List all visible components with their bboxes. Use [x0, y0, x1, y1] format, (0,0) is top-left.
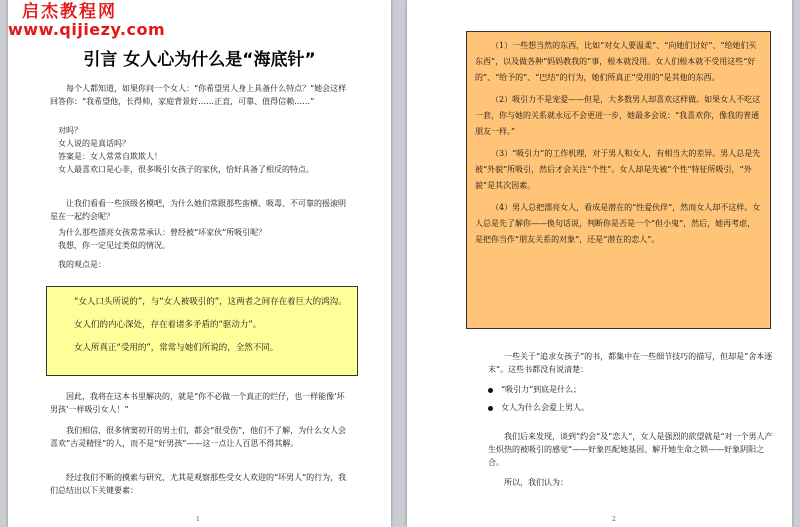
summary-box [466, 31, 771, 329]
paragraph: 对吗？ [58, 126, 82, 135]
paragraph: 每个人都知道，如果你问一个女人：“你希望男人身上具备什么特点？”她会这样回答你：“我希望他，长得帅，家庭背景好……正直，可靠、值得信赖……” [50, 84, 347, 106]
page-title: 引言 女人心为什么是“海底针” [83, 50, 316, 70]
watermark-url: www.qijiezy.com [8, 19, 166, 39]
page-number: 1 [196, 516, 200, 523]
paragraph: 我的观点是： [58, 260, 106, 269]
paragraph: 经过我们不断的摸索与研究，尤其是观察那些受女人欢迎的“坏男人”的行为，我们总结出以下关键要素： [50, 473, 347, 495]
key-points-box [46, 286, 358, 376]
bullet-item [488, 402, 589, 413]
bullet-text: “吸引力”到底是什么； [501, 385, 582, 394]
box-text: （3）“吸引力”的工作机理，对于男人和女人，有相当大的差异。男人总是先被“外貌”所吸引，然后才会关注“个性”。女人却是先被“个性”特征所吸引，“外貌”是其次因素。 [475, 149, 761, 190]
site-watermark [8, 4, 165, 39]
paragraph: 女人最喜欢口是心非，很多吸引女孩子的家伙，恰好具备了相反的特点。 [58, 165, 314, 174]
paragraph: 答案是：女人常常自欺欺人！ [58, 152, 162, 161]
paragraph: 我们相信，很多情窦初开的男士们，都会“很受伤”，他们不了解，为什么女人会喜欢“古灵精怪”的人，而不是“好男孩”——这一点让人百思不得其解。 [50, 426, 347, 448]
paragraph: 让我们看看一些顶级名模吧，为什么她们常跟那些蛮横、吸毒、不可靠的摇滚明星在一起约会呢？ [50, 199, 346, 221]
paragraph: 我们后来发现，谈到“约会”及“恋人”，女人是强烈的欲望就是“对一个男人产生炽热的被吸引的感觉”——好象匹配她基因、解开她生命之锁——好象阴阳之合。 [488, 432, 773, 467]
paragraph: 为什么那些漂亮女孩常常承认：曾经被“坏家伙”所吸引呢？ [58, 228, 267, 237]
box-text: （4）男人总把漂亮女人，看成是潜在的“性爱伙伴”，然而女人却不这样。女人总是先了解你——换句话说，判断你是否是一个“但小鬼”，然后，她再考虑，是把你当作“朋友关系的对象”，还是“潜在的恋人”。 [475, 203, 761, 244]
box-text: 女人们的内心深处，存在着诸多矛盾的“驱动力”。 [74, 320, 262, 330]
bullet-text: 女人为什么会爱上男人。 [501, 403, 589, 412]
box-text: （1）一些想当然的东西，比如“对女人要温柔”、“向她们讨好”、“给她们买东西”，以及做各种“妈妈教我的”事，根本就没用。女人们根本就不受用这些“好的”、“给予的”、“巴结”的行为，她们所真正“受用的”是其他的东西。 [475, 41, 757, 82]
bullet-icon [488, 406, 493, 411]
bullet-icon [488, 388, 493, 393]
paragraph: 女人说的是真话吗？ [58, 139, 130, 148]
box-text: 女人所真正“受用的”，常常与她们所说的，全然不同。 [74, 343, 279, 353]
paragraph: 因此，我将在这本书里解决的，就是“你不必做一个真正的烂仔，也一样能像‘坏男孩’一样吸引女人！” [50, 392, 345, 414]
watermark-title: 启杰教程网 [22, 2, 117, 22]
paragraph: 所以，我们认为： [504, 478, 568, 487]
bullet-item [488, 384, 581, 395]
paragraph: 一些关于“追求女孩子”的书，都集中在一些细节技巧的描写，但却是“舍本逐末”。这些书都没有说清楚： [488, 352, 773, 374]
page-number: 2 [612, 516, 616, 523]
paragraph: 我想，你一定见过类似的情况。 [58, 241, 170, 250]
box-text: （2）吸引力不是宠爱——但是，大多数男人却喜欢这样做。如果女人不吃这一套，你与她的关系就永远不会更进一步，她最多会说：“我喜欢你，像我的普通朋友一样。” [475, 95, 761, 136]
box-text: “女人口头所说的”，与“女人被吸引的”，这两者之间存在着巨大的鸿沟。 [74, 297, 347, 307]
